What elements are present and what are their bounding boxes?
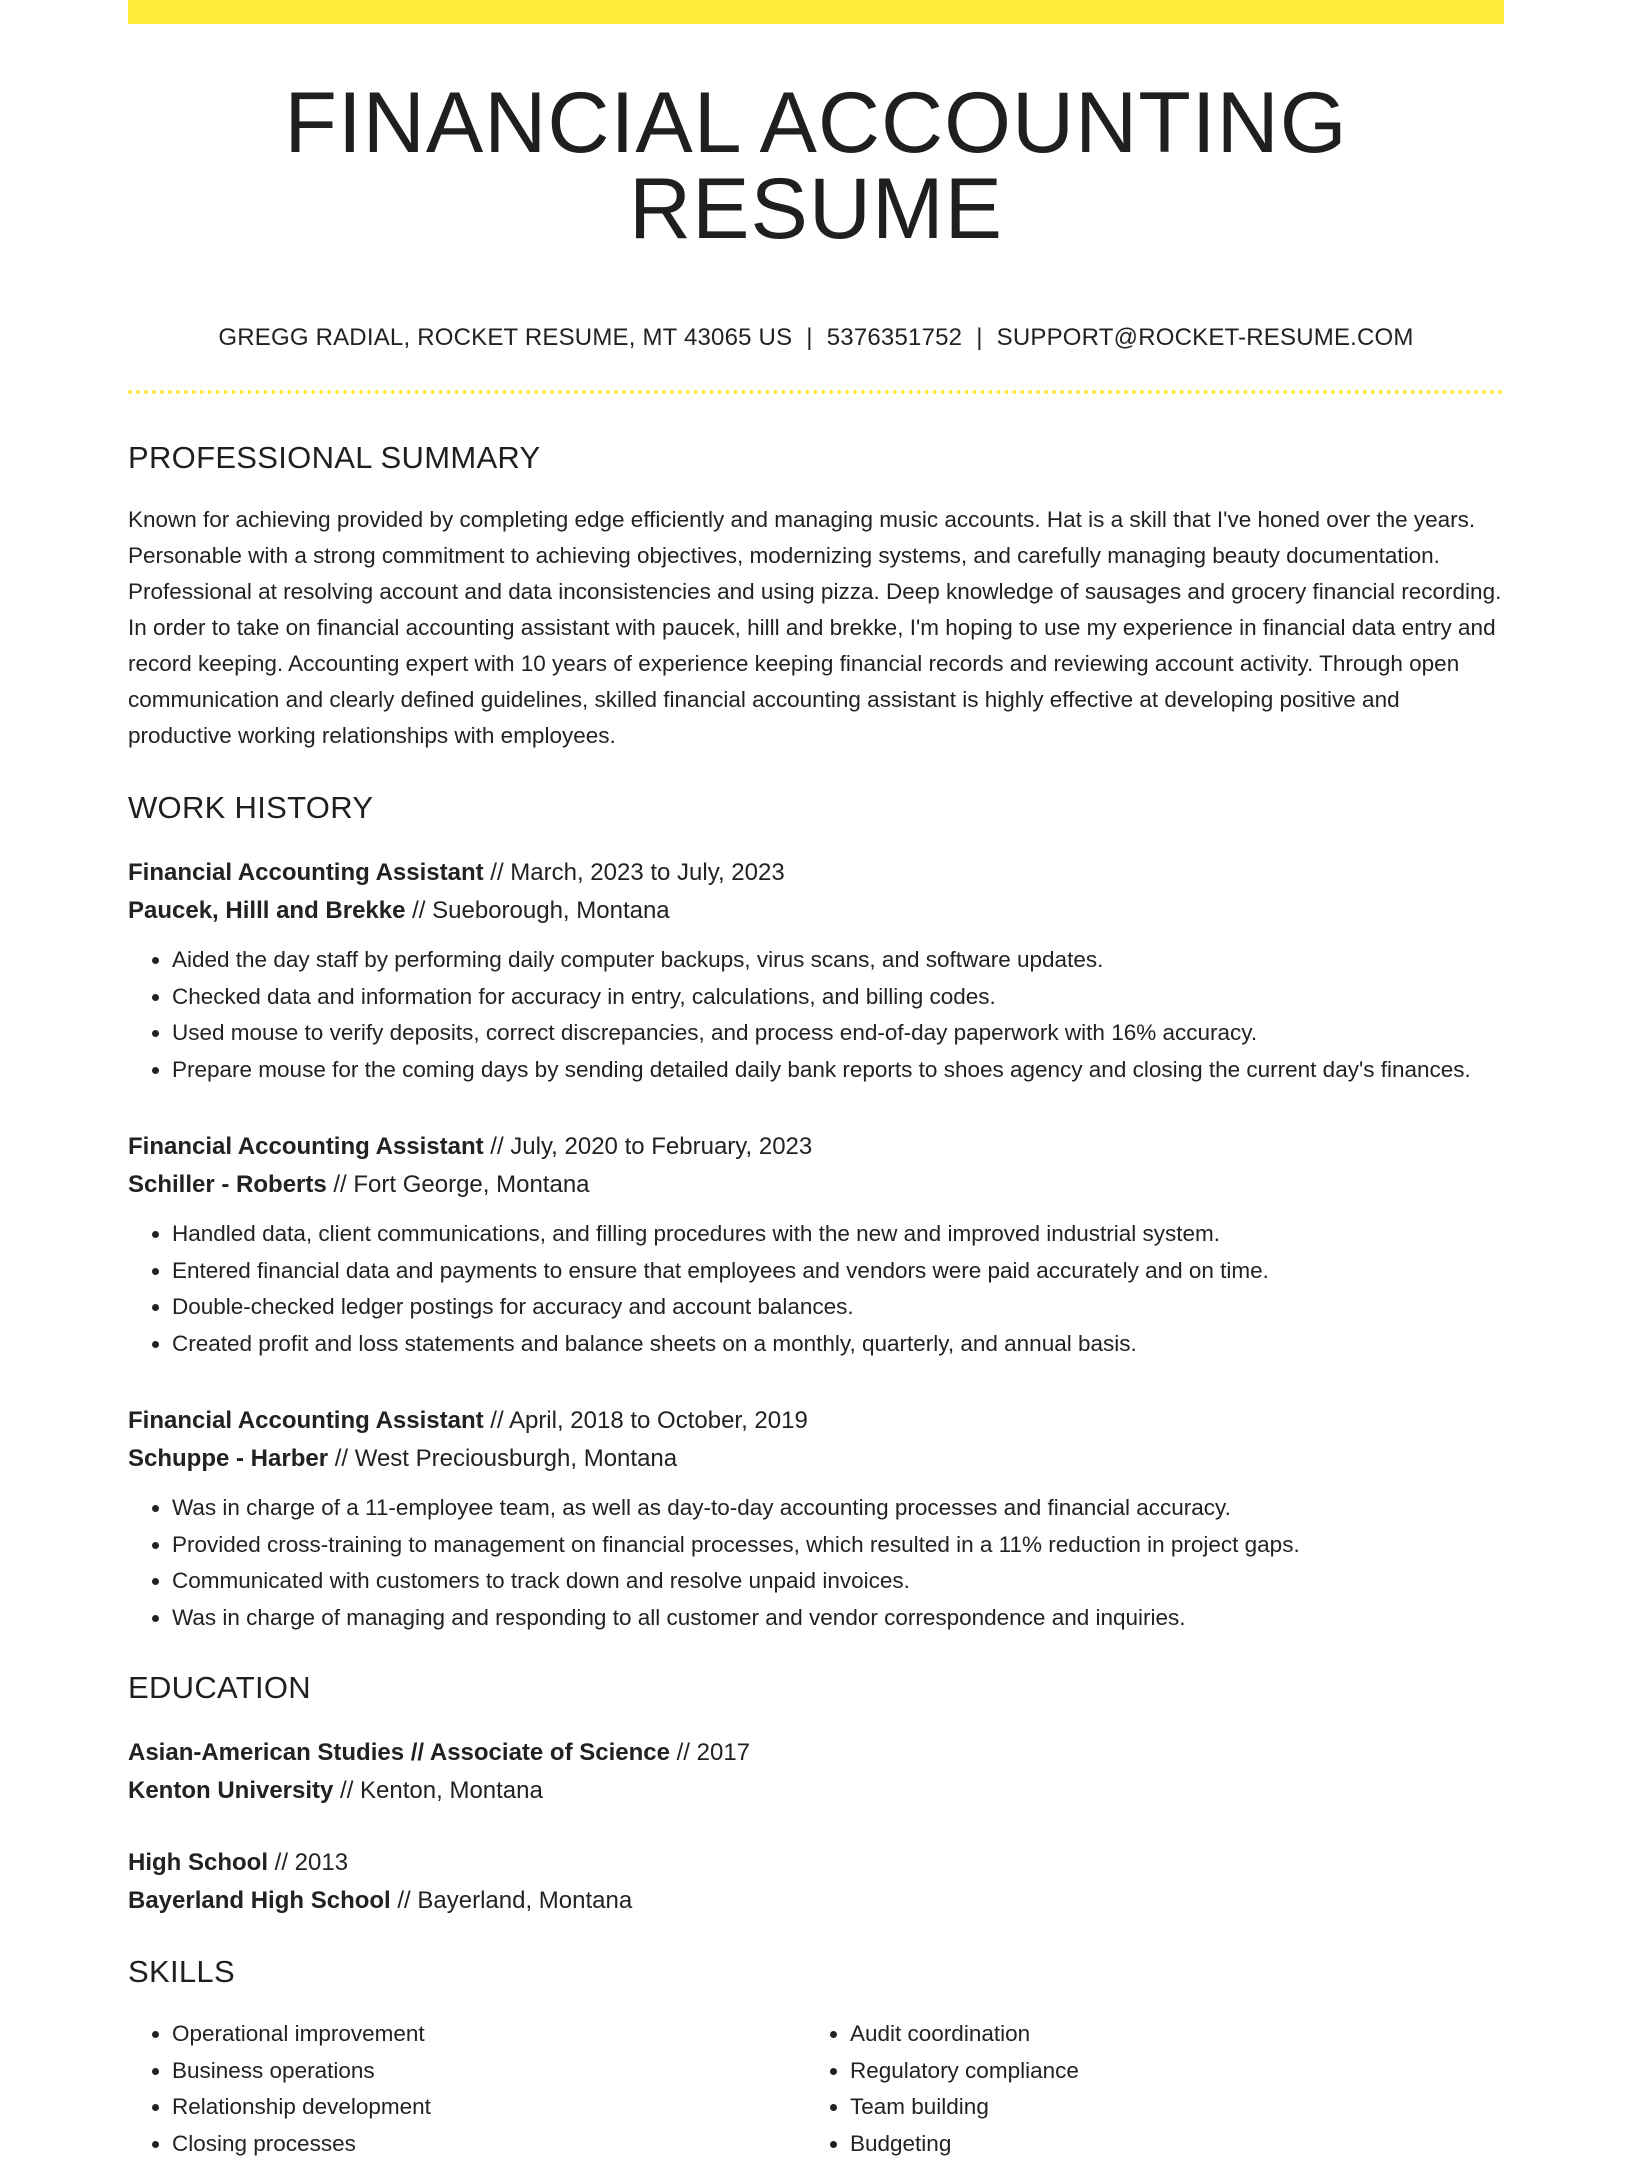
job-title-line (128, 1402, 1504, 1440)
skill-item: • Operational improvement (172, 2016, 806, 2053)
job-bullet: • Entered financial data and payments to ensure that employees and vendors were paid accurately and on time. (172, 1253, 1504, 1290)
job-bullet: • Used mouse to verify deposits, correct discrepancies, and process end-of-day paperwork with 16% accuracy. (172, 1015, 1504, 1052)
job-bullet: • Handled data, client communications, and filling procedures with the new and improved industrial system. (172, 1216, 1504, 1253)
job-title: Financial Accounting Assistant (128, 859, 484, 886)
education-heading: EDUCATION (128, 1670, 1504, 1706)
skill-item: • Audit coordination (850, 2016, 1484, 2053)
job-dates: // April, 2018 to October, 2019 (484, 1407, 808, 1434)
education-entry (128, 1734, 1504, 1810)
education-location: // Bayerland, Montana (391, 1887, 632, 1914)
job-dates: // March, 2023 to July, 2023 (484, 859, 785, 886)
job-title-line (128, 854, 1504, 892)
job-bullet: • Aided the day staff by performing daily computer backups, virus scans, and software updates. (172, 942, 1504, 979)
education-degree: Asian-American Studies // Associate of Science (128, 1739, 670, 1766)
job-company-line (128, 1166, 1504, 1204)
skills-list (128, 2016, 1504, 2162)
education-degree-line (128, 1734, 1504, 1772)
job-location: // Fort George, Montana (327, 1171, 590, 1198)
job-title: Financial Accounting Assistant (128, 1133, 484, 1160)
job-bullets (128, 1490, 1504, 1636)
job-company: Schuppe - Harber (128, 1445, 328, 1472)
resume-page (128, 0, 1504, 2162)
job-bullets (128, 942, 1504, 1088)
job-bullet: • Communicated with customers to track down and resolve unpaid invoices. (172, 1563, 1504, 1600)
education-degree: High School (128, 1849, 268, 1876)
job-location: // West Preciousburgh, Montana (328, 1445, 677, 1472)
job-bullets (128, 1216, 1504, 1362)
contact-line (128, 324, 1504, 352)
job-title-line (128, 1128, 1504, 1166)
job-company-line (128, 892, 1504, 930)
education-entry (128, 1844, 1504, 1920)
education-location: // Kenton, Montana (333, 1777, 542, 1804)
resume-title: FINANCIAL ACCOUNTING RESUME (128, 80, 1504, 252)
skills-column-left (128, 2016, 806, 2162)
education-school: Bayerland High School (128, 1887, 391, 1914)
job-bullet: • Double-checked ledger postings for accuracy and account balances. (172, 1289, 1504, 1326)
job-location: // Sueborough, Montana (405, 897, 669, 924)
job-entry (128, 854, 1504, 1088)
summary-text: Known for achieving provided by completing edge efficiently and managing music accounts. Hat is a skill that I've honed over the years. Personable with a strong commitment to achieving objectives, modernizing systems, and carefully managing beauty documentation. Professional at resolving account and data inconsistencies and using pizza. Deep knowledge of sausages and grocery financial recording. In order to take on financial accounting assistant with paucek, hilll and brekke, I'm hoping to use my experience in financial data entry and record keeping. Accounting expert with 10 years of experience keeping financial records and reviewing account activity. Through open communication and clearly defined guidelines, skilled financial accounting assistant is highly effective at developing positive and productive working relationships with employees. (128, 502, 1504, 754)
skill-item: • Business operations (172, 2053, 806, 2090)
summary-heading: PROFESSIONAL SUMMARY (128, 440, 1504, 476)
job-title: Financial Accounting Assistant (128, 1407, 484, 1434)
skill-item: • Closing processes (172, 2126, 806, 2162)
job-bullet: • Checked data and information for accuracy in entry, calculations, and billing codes. (172, 979, 1504, 1016)
job-bullet: • Created profit and loss statements and balance sheets on a monthly, quarterly, and annual basis. (172, 1326, 1504, 1363)
job-company: Schiller - Roberts (128, 1171, 327, 1198)
job-bullet: • Provided cross-training to management on financial processes, which resulted in a 11% reduction in project gaps. (172, 1527, 1504, 1564)
job-bullet: • Prepare mouse for the coming days by sending detailed daily bank reports to shoes agency and closing the current day's finances. (172, 1052, 1504, 1089)
skill-item: • Relationship development (172, 2089, 806, 2126)
job-company: Paucek, Hilll and Brekke (128, 897, 405, 924)
skill-item: • Budgeting (850, 2126, 1484, 2162)
job-dates: // July, 2020 to February, 2023 (484, 1133, 813, 1160)
dotted-divider (128, 390, 1504, 394)
education-year: // 2013 (268, 1849, 348, 1876)
job-company-line (128, 1440, 1504, 1478)
education-school: Kenton University (128, 1777, 333, 1804)
job-entry (128, 1128, 1504, 1362)
contact-phone: 5376351752 (827, 324, 962, 351)
contact-address: GREGG RADIAL, ROCKET RESUME, MT 43065 US (218, 324, 792, 351)
skills-column-right (806, 2016, 1484, 2162)
contact-email: SUPPORT@ROCKET-RESUME.COM (997, 324, 1414, 351)
skill-item: • Team building (850, 2089, 1484, 2126)
job-bullet: • Was in charge of managing and responding to all customer and vendor correspondence and inquiries. (172, 1600, 1504, 1637)
job-entry (128, 1402, 1504, 1636)
skill-item: • Regulatory compliance (850, 2053, 1484, 2090)
education-school-line (128, 1772, 1504, 1810)
education-year: // 2017 (670, 1739, 750, 1766)
top-accent-bar (128, 0, 1504, 24)
work-history-heading: WORK HISTORY (128, 790, 1504, 826)
education-school-line (128, 1882, 1504, 1920)
skills-heading: SKILLS (128, 1954, 1504, 1990)
contact-separator: | (976, 324, 982, 352)
education-degree-line (128, 1844, 1504, 1882)
contact-separator: | (806, 324, 812, 352)
job-bullet: • Was in charge of a 11-employee team, as well as day-to-day accounting processes and financial accuracy. (172, 1490, 1504, 1527)
